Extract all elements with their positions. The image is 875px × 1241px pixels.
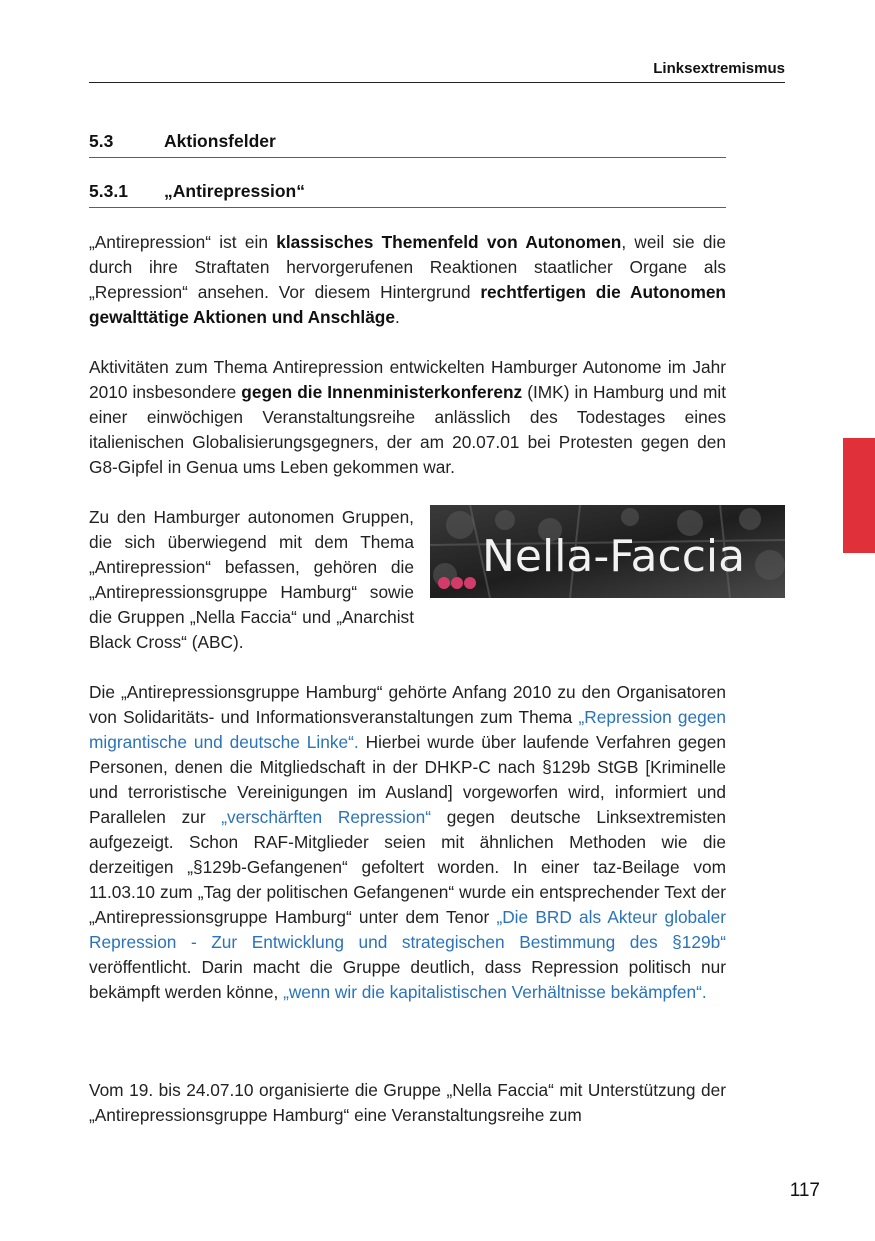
- text-run: .: [394, 307, 400, 327]
- quote-run: „wenn wir die kapitalistischen Verhältnisse bekämpfen“.: [283, 982, 707, 1002]
- section-title: Aktionsfelder: [164, 131, 276, 151]
- section-title: „Antirepression“: [164, 181, 305, 201]
- bold-run: gegen die Innenministerkonferenz: [241, 382, 523, 402]
- bold-run: klassisches Themenfeld von Autonomen: [276, 232, 622, 252]
- text-run: Aktivitäten zum Thema Antirepression entwickelten Hamburger Autonome im Jahr 2010 insbesondere: [89, 357, 726, 402]
- section-heading-5-3: [89, 131, 726, 158]
- quote-run: „verschärften Repression“: [221, 807, 432, 827]
- quote-run: „Repression gegen migrantische und deutsche Linke“.: [89, 707, 726, 752]
- banner-logo-text: Nella-Faccia: [482, 531, 746, 582]
- running-header-title: Linksextremismus: [653, 60, 785, 77]
- text-run: Vom 19. bis 24.07.10 organisierte die Gruppe „Nella Faccia“ mit Unterstützung der „Antirepressionsgruppe Hamburg“ eine Veranstaltungsreihe zum: [89, 1080, 726, 1125]
- text-run: (IMK) in Hamburg und mit einer einwöchigen Veranstaltungsreihe anlässlich des Todestages eines italienischen Globalisierungsgegners, der am 20.07.01 bei Protesten gegen den G8-Gipfel in Genua ums Leben gekommen war.: [89, 382, 727, 477]
- text-run: veröffentlicht. Darin macht die Gruppe deutlich, dass Repression politisch nur bekämpft werden könne,: [89, 957, 726, 1002]
- paragraph-intro: [89, 230, 726, 330]
- text-run: Zu den Hamburger autonomen Gruppen, die sich überwiegend mit dem Thema „Antirepression“ befassen, gehören die „Antirepressionsgruppe Hamburg“ sowie die Gruppen „Nella Faccia“ und „Anarchist Black Cross“ (ABC).: [89, 507, 414, 652]
- text-run: gegen deutsche Linksextremisten aufgezeigt. Schon RAF-Mitglieder seien mit ähnlichen Methoden wie die derzeitigen „§129b-Gefangenen“ gefoltert worden. In einer taz-Beilage vom 11.03.10 zum „Tag der politischen Gefangenen“ wurde ein entsprechender Text der „Antirepressionsgruppe Hamburg“ unter dem Tenor: [89, 807, 726, 927]
- section-number: 5.3.1: [89, 181, 128, 201]
- text-run: Die „Antirepressionsgruppe Hamburg“ gehörte Anfang 2010 zu den Organisatoren von Solidaritäts- und Informationsveranstaltungen zum Thema: [89, 682, 726, 727]
- section-heading-5-3-1: [89, 181, 726, 208]
- bold-run: rechtfertigen die Autonomen gewalttätige Aktionen und Anschläge: [89, 282, 726, 327]
- text-run: , weil sie die durch ihre Straftaten hervorgerufenen Reaktionen staatlicher Organe als „Repression“ ansehen. Vor diesem Hintergrund: [89, 232, 726, 302]
- nella-faccia-banner-image: [430, 505, 785, 598]
- paragraph-antirepressionsgruppe: [89, 680, 726, 1005]
- paragraph-activities: [89, 355, 726, 480]
- section-number: 5.3: [89, 131, 114, 151]
- page-number: 117: [789, 1180, 820, 1201]
- header-rule: [89, 82, 785, 83]
- banner-small-logos: [438, 577, 476, 589]
- chapter-tab-marker: [843, 438, 875, 553]
- text-run: „Antirepression“ ist ein: [89, 232, 277, 252]
- quote-run: „Die BRD als Akteur globaler Repression - Zur Entwicklung und strategischen Bestimmung des §129b“: [89, 907, 726, 952]
- text-run: Hierbei wurde über laufende Verfahren gegen Personen, denen die Mitgliedschaft in der DHKP-C nach §129b StGB [Kriminelle und terroristische Vereinigungen im Ausland] vorgeworfen wird, informiert und Parallelen zur: [89, 732, 726, 827]
- paragraph-groups: [89, 505, 746, 655]
- paragraph-nella-faccia-event: [89, 1078, 726, 1128]
